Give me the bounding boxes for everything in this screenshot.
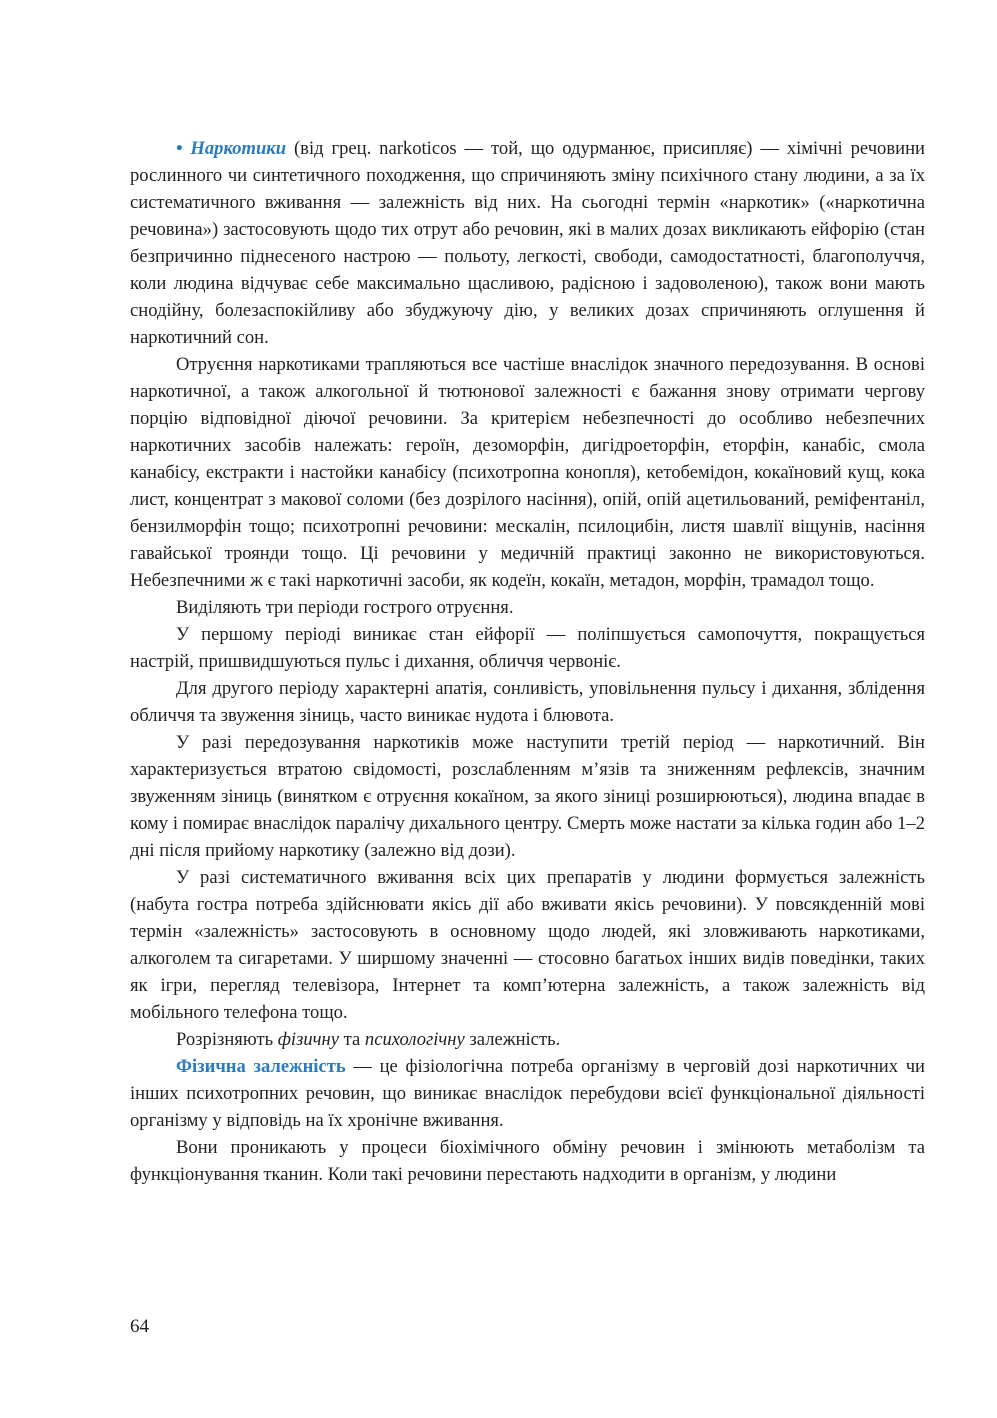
paragraph-dependence-types: [130, 1026, 925, 1053]
paragraph-physical-dependence: [130, 1053, 925, 1134]
term-psychological-italic: психологічну: [364, 1029, 465, 1050]
paragraph-text: — це фізіологічна потреба організму в черговій дозі наркотичних чи інших психотропних речовин, що виникає внаслідок перебудови всієї функціональної діяльності організму у відповідь на їх хронічне вживання.: [130, 1056, 925, 1131]
paragraph-first-period: У першому періоді виникає стан ейфорії — поліпшується самопочуття, покращується настрій, пришвидшуються пульс і дихання, обличчя червоніє.: [130, 624, 925, 672]
term-physical-italic: фізичну: [277, 1029, 339, 1050]
paragraph-second-period: Для другого періоду характерні апатія, сонливість, уповільнення пульсу і дихання, зблідення обличчя та звуження зіниць, часто виникає нудота і блювота.: [130, 678, 925, 726]
paragraph-text: залежність.: [464, 1029, 561, 1050]
term-narcotics: Наркотики: [190, 138, 287, 159]
paragraph-metabolism: Вони проникають у процеси біохімічного обміну речовин і змінюють метаболізм та функціонування тканин. Коли такі речовини перестають надходити в організм, у людини: [130, 1137, 925, 1185]
term-physical-dependence: Фізична залежність: [176, 1056, 346, 1077]
paragraph-narcotics-definition: [130, 135, 925, 351]
paragraph-third-period: У разі передозування наркотиків може наступити третій період — наркотичний. Він характеризується втратою свідомості, розслабленням м’язів та зниженням рефлексів, значним звуженням зіниць (винятком є отруєння кокаїном, за якого зіниці розширюються), людина впадає в кому і помирає внаслідок паралічу дихального центру. Смерть може настати за кілька годин або 1–2 дні після прийому наркотику (залежно від дози).: [130, 732, 925, 861]
paragraph-text: (від грец. narkoticos — той, що одурманює, присипляє) — хімічні речовини рослинного чи синтетичного походження, що спричиняють зміну психічного стану людини, а за їх систематичного вживання — залежність від них. На сьогодні термін «наркотик» («наркотична речовина») застосовують щодо тих отрут або речовин, які в малих дозах викликають ейфорію (стан безпричинно піднесеного настрою — польоту, легкості, свободи, самодостатності, благополуччя, коли людина відчуває себе максимально щасливою, радісною і задоволеною), також вони мають снодійну, болезаспокійливу або збуджуючу дію, у великих дозах спричиняють оглушення й наркотичний сон.: [130, 138, 925, 348]
paragraph-dependence: У разі систематичного вживання всіх цих препаратів у людини формується залежність (набута гостра потреба здійснювати якісь дії або вживати якісь речовини). У повсякденній мові термін «залежність» застосовують в основному щодо людей, які зловживають наркотиками, алкоголем та сигаретами. У ширшому значенні — стосовно багатьох інших видів поведінки, таких як ігри, перегляд телевізора, Інтернет та комп’ютерна залежність, а також залежність від мобільного телефона тощо.: [130, 867, 925, 1023]
page-number: 64: [130, 1316, 149, 1337]
paragraph-poisoning: Отруєння наркотиками трапляються все частіше внаслідок значного передозування. В основі наркотичної, а також алкогольної й тютюнової залежності є бажання знову отримати чергову порцію відповідної діючої речовини. За критерієм небезпечності до особливо небезпечних наркотичних засобів належать: героїн, дезоморфін, дигідроеторфін, еторфін, канабіс, смола канабісу, екстракти і настойки канабісу (психотропна конопля), кетобемідон, кокаїновий кущ, кока лист, концентрат з макової соломи (без дозрілого насіння), опій, опій ацетильований, реміфентаніл, бензилморфін тощо; психотропні речовини: мескалін, псилоцибін, листя шавлії віщунів, насіння гавайської троянди тощо. Ці речовини у медичній практиці законно не використовуються. Небезпечними ж є такі наркотичні засоби, як кодеїн, кокаїн, метадон, морфін, трамадол тощо.: [130, 354, 925, 591]
paragraph-text: та: [339, 1029, 365, 1050]
bullet-marker: •: [176, 138, 191, 159]
paragraph-periods-intro: Виділяють три періоди гострого отруєння.: [176, 597, 514, 618]
paragraph-text: Розрізняють: [176, 1029, 278, 1050]
body-text: [130, 135, 925, 1188]
